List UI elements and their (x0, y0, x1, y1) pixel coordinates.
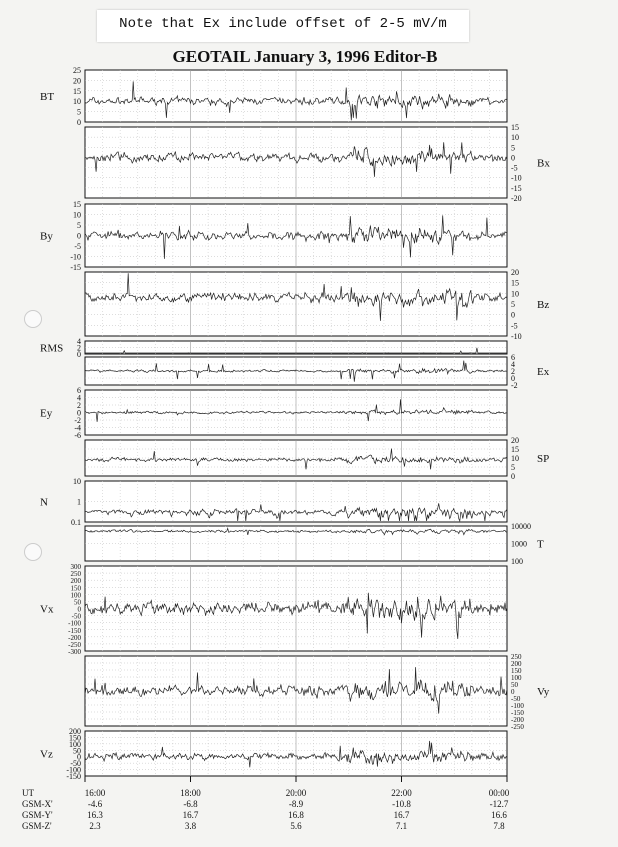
tick-label-vy: 100 (511, 674, 522, 682)
tick-label-vx: -300 (68, 648, 81, 656)
tick-label-bt: 10 (73, 97, 81, 107)
tick-label-vx: 100 (70, 591, 81, 600)
tick-label-vy: -100 (511, 702, 524, 710)
tick-label-vy: 250 (511, 653, 522, 661)
panel-label-n: N (40, 496, 48, 509)
tick-label-bz: 20 (511, 268, 519, 277)
gsm-value: -6.8 (183, 799, 198, 809)
footer-row-label: GSM-X' (22, 799, 53, 809)
gsm-value: 3.8 (184, 821, 197, 831)
tick-label-vz: 100 (69, 739, 81, 749)
tick-label-bt: 20 (73, 76, 81, 86)
ut-tick-label: 18:00 (180, 788, 201, 798)
chart-title: GEOTAIL January 3, 1996 Editor-B (172, 47, 438, 66)
tick-label-bx: -5 (511, 163, 518, 173)
tick-label-bx: 15 (511, 123, 519, 132)
tick-label-bx: 0 (511, 153, 515, 163)
gsm-value: -12.7 (489, 799, 509, 809)
tick-label-bz: -10 (511, 332, 522, 341)
tick-label-by: 5 (77, 221, 81, 230)
tick-label-bx: -20 (511, 194, 522, 203)
panel-label-ex: Ex (537, 366, 550, 378)
tick-label-bx: -10 (511, 173, 522, 183)
tick-label-vx: -50 (71, 612, 81, 621)
tick-label-sp: 5 (511, 463, 515, 472)
tick-label-vz: 200 (69, 727, 81, 736)
panel-label-ey: Ey (40, 407, 53, 420)
tick-label-sp: 15 (511, 445, 519, 454)
tick-label-bz: 10 (511, 289, 519, 299)
gsm-value: -4.6 (87, 799, 103, 809)
tick-label-vy: 200 (511, 660, 522, 668)
panel-label-vx: Vx (40, 603, 54, 616)
tick-label-t: 100 (511, 557, 523, 566)
tick-label-bz: -5 (511, 321, 518, 331)
panel-label-bx: Bx (537, 157, 550, 170)
tick-label-bt: 15 (73, 86, 81, 96)
tick-label-vy: 50 (511, 681, 518, 689)
tick-label-vz: -50 (70, 759, 81, 769)
tick-label-vz: -100 (66, 765, 81, 775)
tick-label-bz: 15 (511, 278, 519, 288)
tick-label-by: 0 (77, 231, 81, 241)
tick-label-bz: 0 (511, 310, 515, 320)
tick-label-ey: 0 (77, 408, 81, 418)
tick-label-vx: -200 (68, 633, 81, 642)
tick-label-ex: 0 (511, 374, 515, 383)
tick-label-vx: -250 (68, 640, 81, 649)
panel-label-sp: SP (537, 453, 550, 465)
panel-label-rms: RMS (40, 342, 64, 355)
tick-label-vy: 0 (511, 688, 515, 696)
tick-label-vx: 150 (70, 584, 81, 593)
tick-label-vx: 200 (70, 577, 81, 586)
tick-label-ey: 6 (77, 386, 81, 395)
tick-label-n: 10 (73, 477, 81, 486)
tick-label-bt: 5 (77, 107, 81, 117)
offset-note: Note that Ex include offset of 2-5 mV/m (97, 10, 469, 42)
gsm-value: -8.9 (288, 799, 304, 809)
panel-label-vz: Vz (40, 748, 53, 761)
tick-label-vz: -150 (66, 772, 81, 781)
gsm-value: 2.3 (89, 821, 101, 831)
tick-label-vy: -150 (511, 709, 524, 717)
gsm-value: 16.7 (182, 810, 199, 820)
gsm-value: 5.6 (290, 821, 302, 831)
tick-label-ex: 6 (511, 353, 515, 362)
tick-label-vy: -200 (511, 716, 524, 724)
tick-label-bx: 10 (511, 133, 519, 143)
tick-label-by: -5 (74, 242, 81, 251)
tick-label-t: 10000 (511, 522, 531, 531)
tick-label-vz: 0 (77, 752, 81, 762)
gsm-value: 16.8 (288, 810, 304, 820)
panel-label-by: By (40, 230, 53, 243)
tick-label-vz: 50 (73, 746, 81, 756)
tick-label-vy: 150 (511, 667, 522, 675)
tick-label-bt: 25 (73, 66, 81, 75)
tick-label-by: -15 (70, 263, 81, 272)
tick-label-sp: 10 (511, 454, 519, 463)
panel-label-vy: Vy (537, 686, 550, 698)
tick-label-bt: 0 (77, 118, 81, 127)
tick-label-vx: 50 (74, 598, 81, 607)
footer-row-label: UT (22, 788, 34, 798)
tick-label-vx: 300 (70, 563, 81, 571)
gsm-value: -10.8 (392, 799, 411, 809)
gsm-value: 7.8 (493, 821, 505, 831)
tick-label-by: 10 (73, 210, 81, 220)
tick-label-t: 1000 (511, 539, 527, 549)
tick-label-vx: -100 (68, 619, 81, 628)
tick-label-vz: 150 (69, 733, 81, 743)
tick-label-ey: -4 (74, 423, 81, 433)
tick-label-by: -10 (70, 252, 81, 262)
tick-label-vx: 0 (77, 605, 81, 614)
tick-label-bx: -15 (511, 183, 522, 193)
gsm-value: 16.3 (87, 810, 103, 820)
panel-label-bt: BT (40, 91, 55, 103)
gsm-value: 16.6 (491, 810, 507, 820)
tick-label-ey: 4 (77, 393, 81, 403)
tick-label-ey: -2 (74, 416, 81, 425)
tick-label-n: 1 (77, 497, 81, 507)
tick-label-bx: 5 (511, 143, 515, 153)
gsm-value: 7.1 (395, 821, 408, 831)
footer-row-label: GSM-Y' (22, 810, 53, 820)
panel-label-bz: Bz (537, 299, 550, 311)
tick-label-sp: 0 (511, 472, 515, 481)
tick-label-ey: 2 (77, 401, 81, 410)
tick-label-sp: 20 (511, 436, 519, 445)
ut-tick-label: 22:00 (391, 788, 412, 798)
tick-label-bz: 5 (511, 300, 515, 309)
tick-label-by: 15 (73, 200, 81, 209)
ut-tick-label: 20:00 (285, 788, 307, 798)
panel-label-t: T (537, 538, 544, 551)
tick-label-n: 0.1 (71, 518, 81, 527)
tick-label-rms: 0 (77, 350, 81, 359)
tick-label-ex: -2 (511, 381, 518, 390)
tick-label-ey: -6 (74, 431, 81, 440)
tick-label-rms: 4 (77, 337, 81, 346)
gsm-value: 16.7 (393, 810, 410, 820)
tick-label-vx: -150 (68, 626, 81, 635)
tick-label-vy: -50 (511, 695, 521, 703)
ut-tick-label: 16:00 (84, 788, 106, 798)
tick-label-ex: 2 (511, 367, 515, 376)
ut-tick-label: 00:00 (488, 788, 510, 798)
tick-label-vy: -250 (511, 723, 524, 731)
tick-label-vx: 250 (70, 570, 81, 579)
tick-label-ex: 4 (511, 360, 515, 369)
footer-row-label: GSM-Z' (22, 821, 52, 831)
tick-label-rms: 2 (77, 343, 81, 353)
